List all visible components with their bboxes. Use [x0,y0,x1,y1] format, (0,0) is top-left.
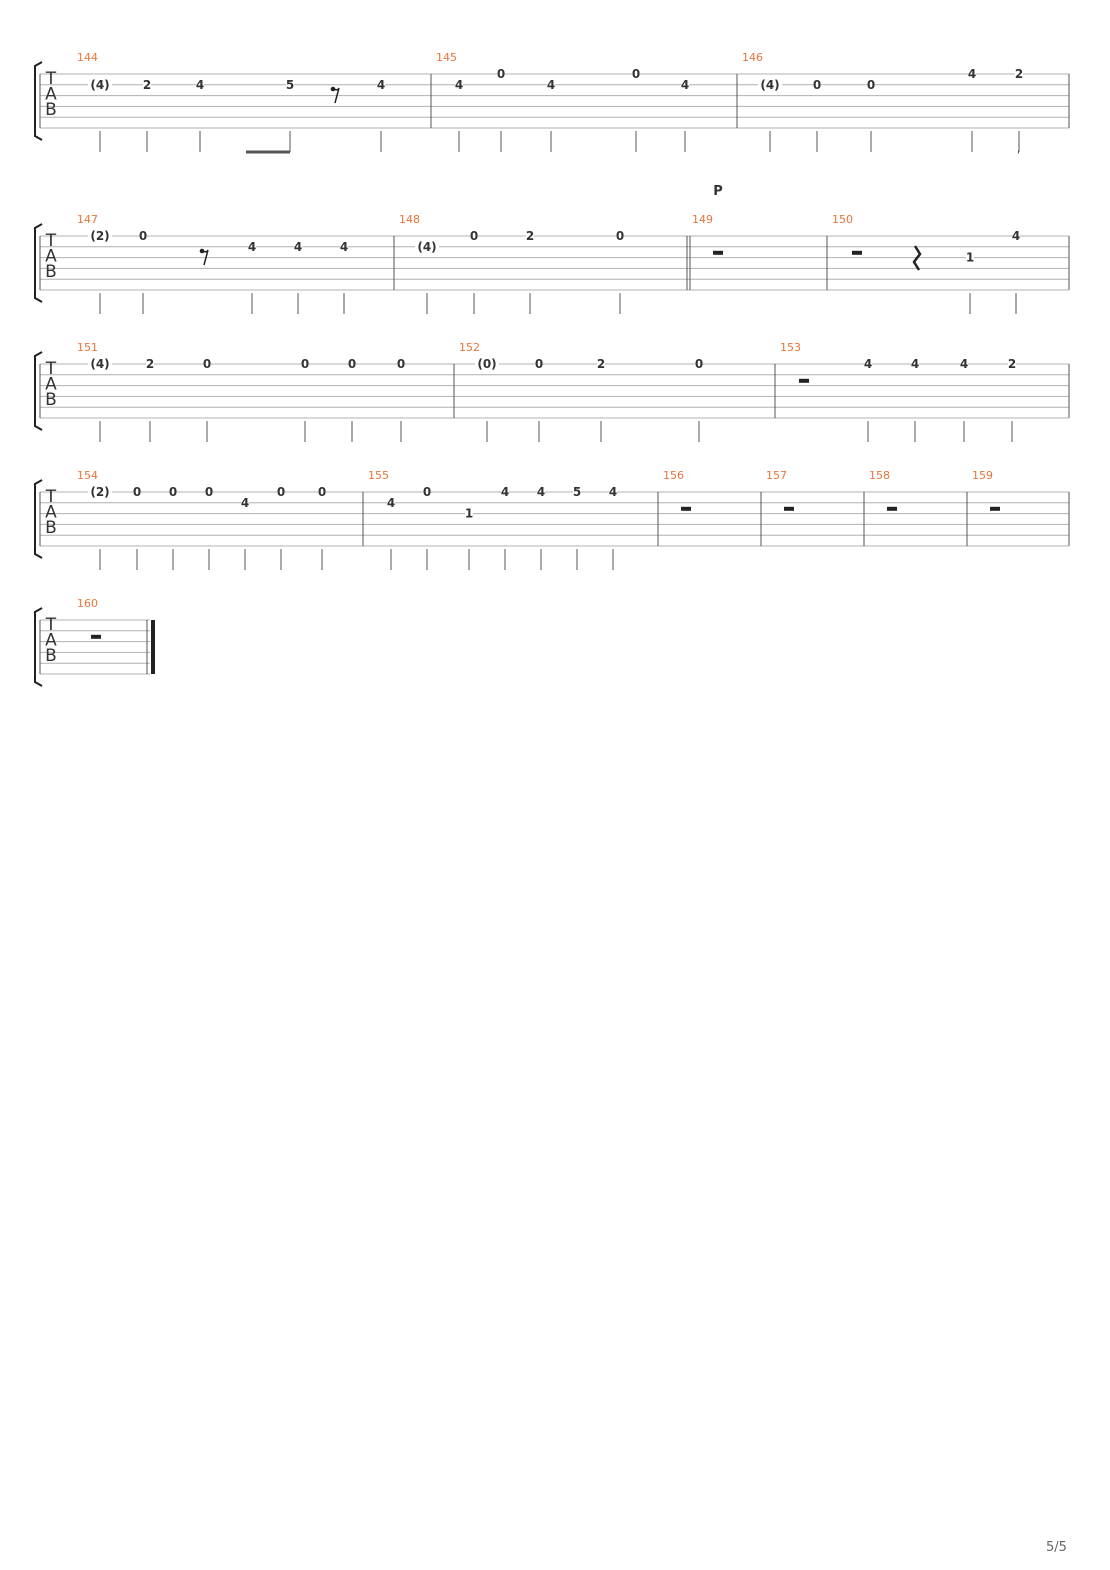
fret-number: 5 [572,485,582,499]
tab-clef-letter: A [45,374,57,395]
fret-number: 0 [396,357,406,371]
fret-number: 4 [546,77,556,92]
measure-number: 155 [368,469,389,482]
fret-number: 0 [615,229,625,243]
tab-clef-letter: B [45,646,57,666]
fret-number: 4 [959,357,969,371]
fret-number: 2 [145,357,155,371]
fret-number: 2 [525,229,535,243]
fret-number: 4 [386,495,396,510]
fret-number: 4 [967,67,977,81]
half-rest [91,635,101,639]
tab-clef-letter: B [45,262,57,282]
measure-number: 144 [77,51,98,64]
fret-number: 4 [293,239,303,254]
fret-number: (0) [477,357,497,371]
fret-number: 0 [347,357,357,371]
tab-clef-letter: B [45,390,57,410]
tab-clef-letter: A [45,630,57,651]
measure-number: 157 [766,469,787,482]
system-3 [35,341,1069,442]
system-5 [35,597,155,686]
measure-number: 160 [77,597,98,610]
tab-clef-letter: T [45,231,57,251]
tab-clef-letter: B [45,100,57,120]
fret-number: 1 [464,506,474,521]
fret-number: 0 [422,485,432,499]
measure-number: 153 [780,341,801,354]
half-rest [713,251,723,255]
measure-number: 147 [77,213,98,226]
tab-clef-letter: A [45,84,57,105]
fret-number: 0 [300,357,310,371]
fret-number: 0 [866,77,876,92]
fret-number: 2 [142,77,152,92]
fret-number: (4) [417,239,437,254]
fret-number: (4) [90,357,110,371]
fret-number: 0 [694,357,704,371]
fret-number: (4) [90,77,110,92]
fret-number: 4 [1011,229,1021,243]
fret-number: 4 [339,239,349,254]
final-barline [151,620,155,674]
measure-number: 151 [77,341,98,354]
measure-number: 158 [869,469,890,482]
system-1 [35,51,1069,152]
fret-number: 0 [812,77,822,92]
fret-number: 4 [863,357,873,371]
half-rest [887,507,897,511]
tab-clef-letter: T [45,359,57,379]
measure-number: 152 [459,341,480,354]
tab-clef-letter: T [45,487,57,507]
system-4 [35,469,1069,570]
fret-number: 0 [168,485,178,499]
fret-number: 0 [202,357,212,371]
half-rest [681,507,691,511]
half-rest [852,251,862,255]
fret-number: 4 [500,485,510,499]
measure-number: 146 [742,51,763,64]
fret-number: (2) [90,485,110,499]
fret-number: 0 [132,485,142,499]
fret-number: 4 [195,77,205,92]
fret-number: 0 [534,357,544,371]
fret-number: 4 [536,485,546,499]
fret-number: 0 [138,229,148,243]
tab-clef-letter: T [45,69,57,89]
fret-number: 0 [631,67,641,81]
fret-number: 5 [285,77,295,92]
dynamic-marking: P [713,184,723,199]
fret-number: 4 [376,77,386,92]
half-rest [784,507,794,511]
fret-number: 4 [454,77,464,92]
fret-number: 4 [910,357,920,371]
measure-number: 156 [663,469,684,482]
fret-number: (4) [760,77,780,92]
fret-number: 0 [496,67,506,81]
fret-number: 4 [240,495,250,510]
tab-clef-letter: T [45,615,57,635]
fret-number: 1 [965,250,975,265]
system-2 [35,213,1069,314]
fret-number: (2) [90,229,110,243]
half-rest [799,379,809,383]
fret-number: 0 [276,485,286,499]
measure-number: 149 [692,213,713,226]
fret-number: 2 [1014,67,1024,81]
tab-clef-letter: A [45,502,57,523]
fret-number: 0 [469,229,479,243]
fret-number: 0 [317,485,327,499]
measure-number: 154 [77,469,98,482]
fret-number: 4 [608,485,618,499]
page-number: 5/5 [1046,1540,1067,1555]
fret-number: 0 [204,485,214,499]
fret-number: 4 [680,77,690,92]
half-rest [990,507,1000,511]
fret-number: 2 [596,357,606,371]
measure-number: 159 [972,469,993,482]
measure-number: 150 [832,213,853,226]
tab-clef-letter: A [45,246,57,267]
measure-number: 148 [399,213,420,226]
measure-number: 145 [436,51,457,64]
fret-number: 2 [1007,357,1017,371]
tab-clef-letter: B [45,518,57,538]
fret-number: 4 [247,239,257,254]
